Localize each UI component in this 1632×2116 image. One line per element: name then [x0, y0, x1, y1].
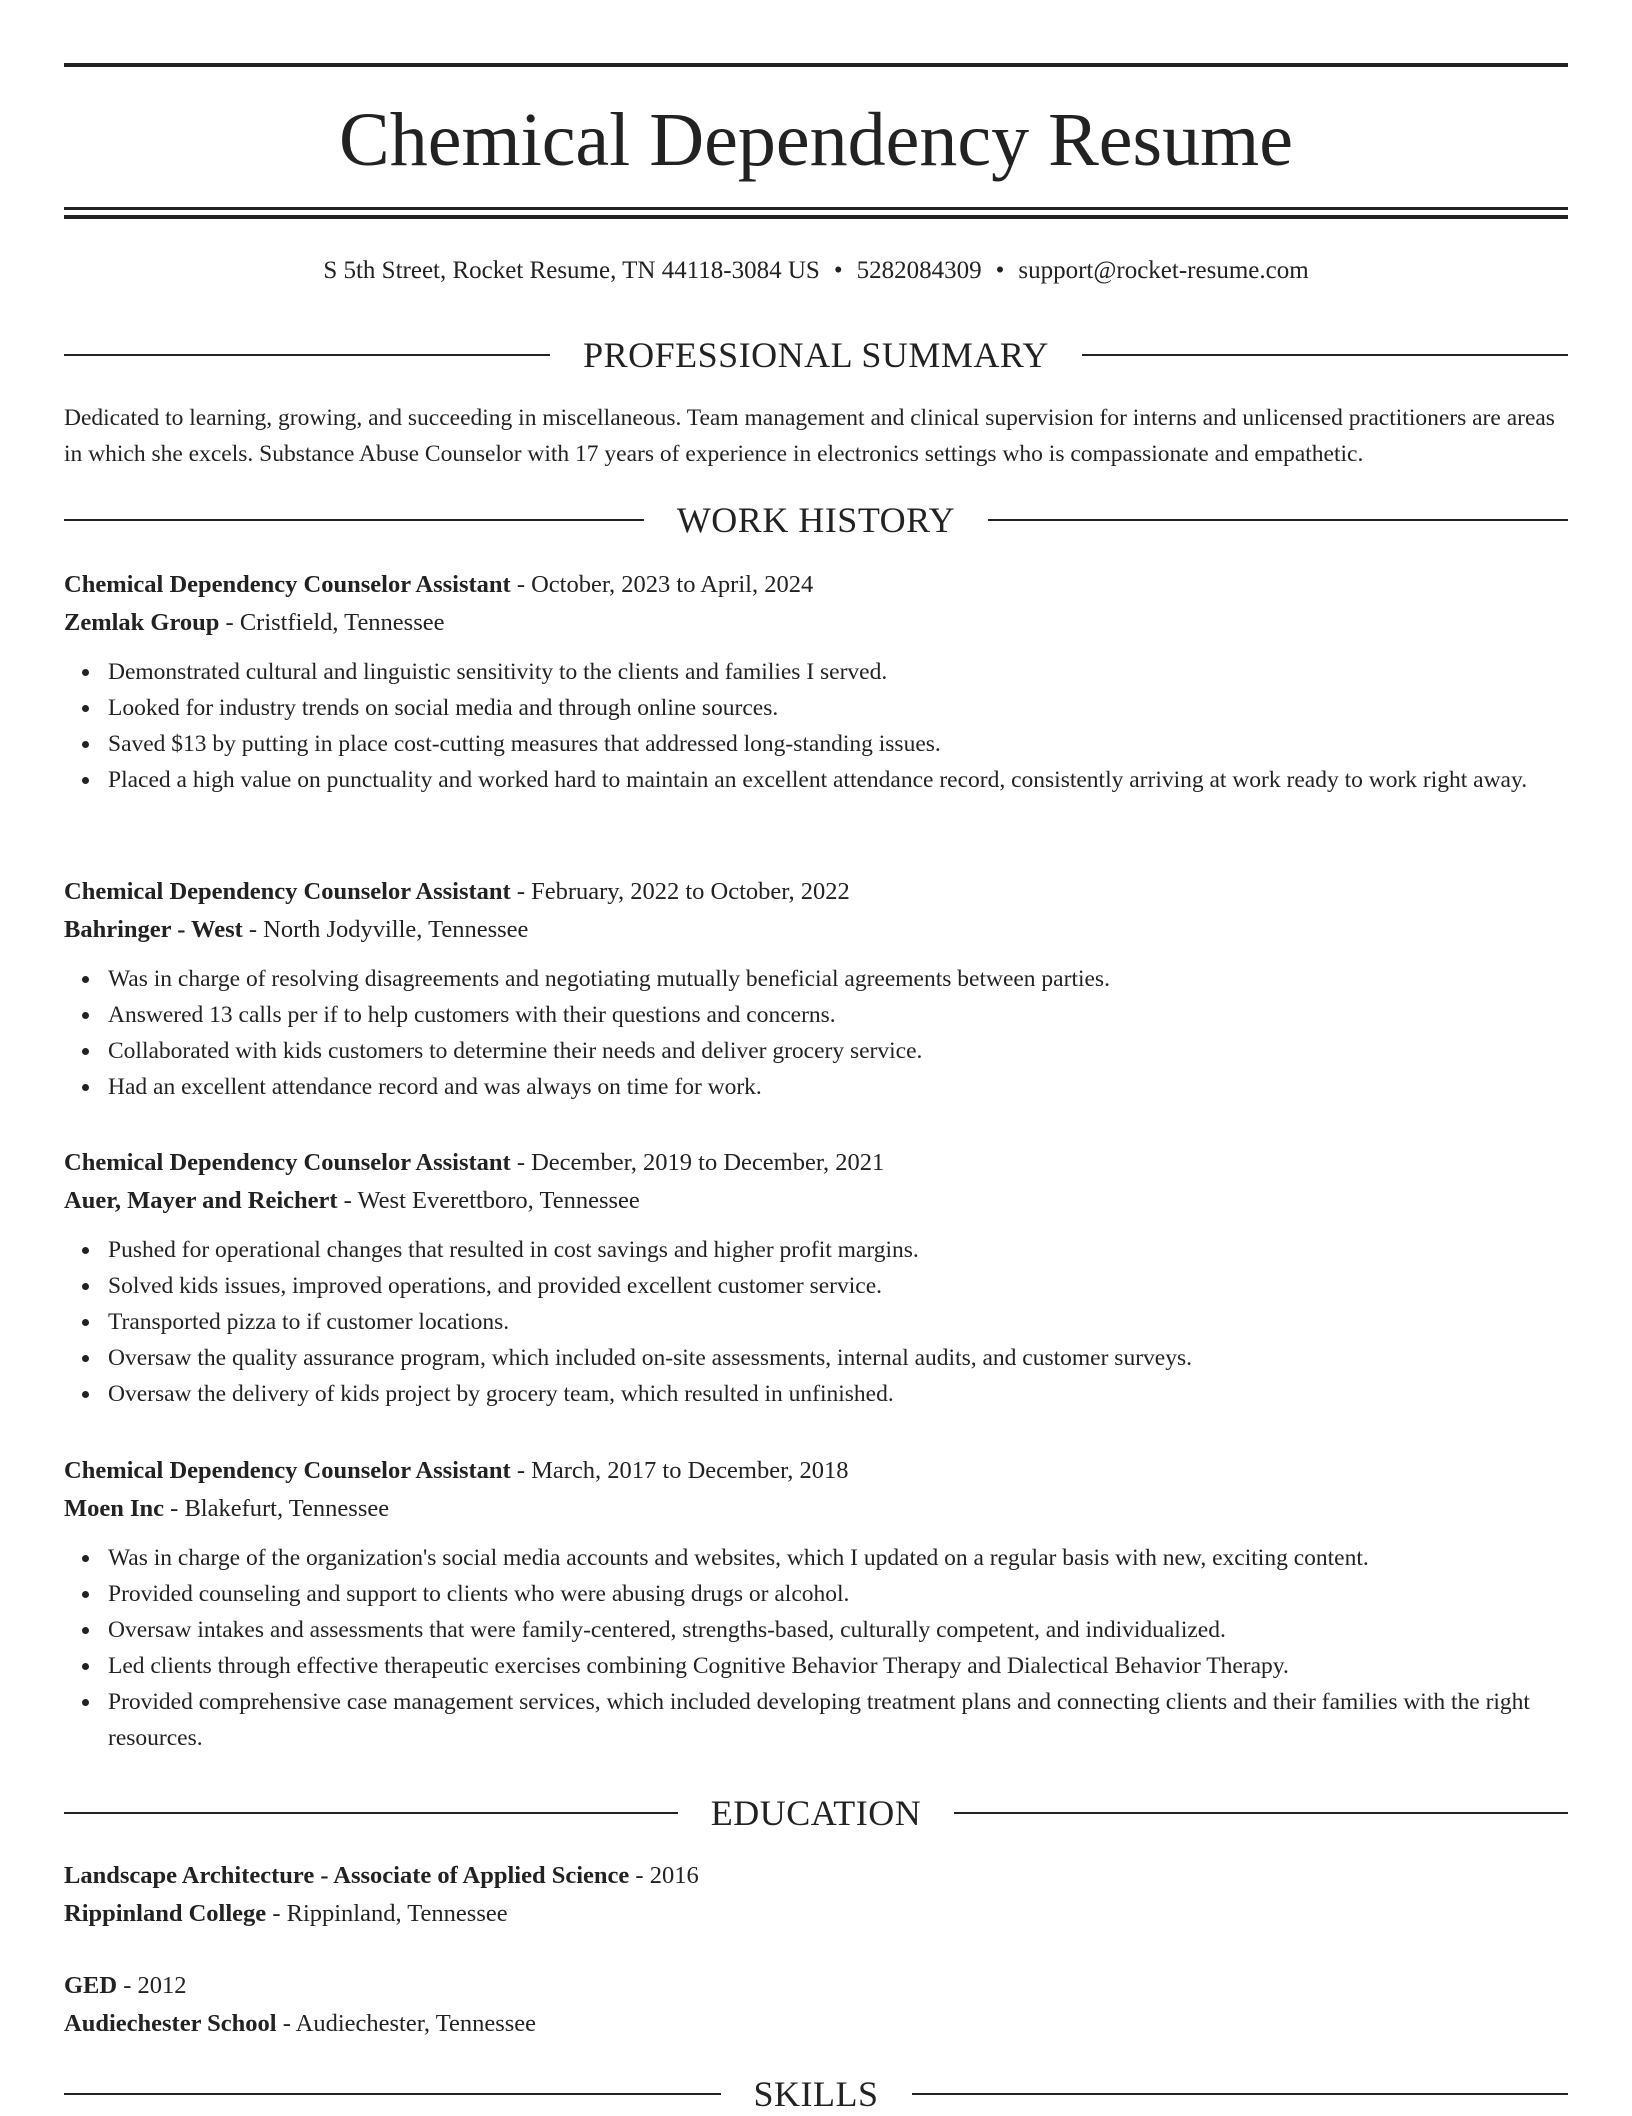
job-bullets — [64, 654, 1568, 798]
bullet-dot — [82, 976, 89, 983]
list-item — [108, 690, 1568, 726]
bullet-text: Transported pizza to if customer locations. — [108, 1309, 510, 1335]
job-entry — [64, 1144, 1568, 1412]
heading-rule — [64, 2093, 721, 2095]
job-dates: - December, 2019 to December, 2021 — [510, 1149, 885, 1176]
bullet-text: Had an excellent attendance record and was always on time for work. — [108, 1074, 762, 1100]
job-title: Chemical Dependency Counselor Assistant — [64, 878, 511, 905]
job-location: - Blakefurt, Tennessee — [164, 1495, 390, 1522]
title-double-rule — [64, 207, 1568, 219]
education-degree: Landscape Architecture - Associate of Applied Science — [64, 1862, 630, 1889]
education-school-line — [64, 1895, 1568, 1933]
bullet-text: Demonstrated cultural and linguistic sensitivity to the clients and families I served. — [108, 659, 888, 685]
section-heading-education — [64, 1791, 1568, 1835]
summary-text: Dedicated to learning, growing, and succeeding in miscellaneous. Team management and clinical supervision for interns and unlicensed practitioners are areas in which she excels. Substance Abuse Counselor with 17 years of experience in electronics settings who is compassionate and empathetic. — [64, 405, 1555, 467]
heading-rule — [64, 1812, 678, 1814]
list-item — [108, 1540, 1568, 1576]
job-title: Chemical Dependency Counselor Assistant — [64, 571, 511, 598]
job-dates: - October, 2023 to April, 2024 — [510, 571, 814, 598]
bullet-text: Oversaw the quality assurance program, which included on-site assessments, internal audits, and customer surveys. — [108, 1345, 1192, 1371]
bullet-dot — [82, 1319, 89, 1326]
bullet-dot — [82, 1663, 89, 1670]
section-title: SKILLS — [753, 2074, 879, 2114]
education-degree: GED — [64, 1972, 118, 1999]
list-item — [108, 1069, 1568, 1105]
list-item — [108, 1684, 1568, 1756]
list-item — [108, 726, 1568, 762]
bullet-dot — [82, 1048, 89, 1055]
bullet-text: Answered 13 calls per if to help customers with their questions and concerns. — [108, 1002, 836, 1028]
section-title: EDUCATION — [710, 1793, 922, 1833]
education-year: - 2012 — [117, 1972, 187, 1999]
job-bullets — [64, 1540, 1568, 1756]
job-title-line — [64, 1144, 1568, 1182]
job-entry — [64, 566, 1568, 798]
job-company: Moen Inc — [64, 1495, 165, 1522]
bullet-dot — [82, 705, 89, 712]
bullet-text: Saved $13 by putting in place cost-cutting measures that addressed long-standing issues. — [108, 731, 941, 757]
list-item — [108, 1648, 1568, 1684]
job-location: - North Jodyville, Tennessee — [242, 916, 529, 943]
list-item — [108, 1340, 1568, 1376]
top-rule — [64, 63, 1568, 67]
list-item — [108, 997, 1568, 1033]
job-dates: - February, 2022 to October, 2022 — [510, 878, 850, 905]
bullet-dot — [82, 1012, 89, 1019]
bullet-text: Provided comprehensive case management services, which included developing treatment plans and connecting clients and their families with the right resources. — [108, 1689, 1530, 1751]
contact-line — [64, 254, 1568, 288]
list-item — [108, 654, 1568, 690]
job-company-line — [64, 911, 1568, 949]
heading-rule — [64, 519, 644, 521]
bullet-text: Collaborated with kids customers to determine their needs and deliver grocery service. — [108, 1038, 923, 1064]
heading-rule — [988, 519, 1568, 521]
bullet-dot — [82, 1355, 89, 1362]
contact-email: support@rocket-resume.com — [1018, 257, 1309, 284]
job-location: - West Everettboro, Tennessee — [337, 1187, 640, 1214]
education-school-line — [64, 2005, 1568, 2043]
job-company-line — [64, 604, 1568, 642]
bullet-dot — [82, 1627, 89, 1634]
education-location: - Rippinland, Tennessee — [266, 1900, 508, 1927]
bullet-dot — [82, 1391, 89, 1398]
bullet-dot — [82, 1283, 89, 1290]
education-degree-line — [64, 1857, 1568, 1895]
section-title: WORK HISTORY — [676, 500, 956, 540]
list-item — [108, 1268, 1568, 1304]
contact-address: S 5th Street, Rocket Resume, TN 44118-3084 US — [323, 257, 820, 284]
heading-rule — [954, 1812, 1568, 1814]
job-entry — [64, 873, 1568, 1105]
list-item — [108, 1033, 1568, 1069]
bullet-dot — [82, 1084, 89, 1091]
heading-rule — [912, 2093, 1569, 2095]
heading-rule — [64, 354, 550, 356]
section-title: PROFESSIONAL SUMMARY — [583, 335, 1049, 375]
bullet-text: Looked for industry trends on social media and through online sources. — [108, 695, 779, 721]
resume-title: Chemical Dependency Resume — [339, 98, 1293, 182]
education-location: - Audiechester, Tennessee — [276, 2010, 537, 2037]
job-title-line — [64, 1452, 1568, 1490]
education-entry — [64, 1857, 1568, 1933]
list-item — [108, 1304, 1568, 1340]
education-entry — [64, 1967, 1568, 2043]
bullet-dot — [82, 1699, 89, 1706]
job-company-line — [64, 1182, 1568, 1220]
bullet-dot — [82, 777, 89, 784]
bullet-dot — [82, 741, 89, 748]
section-heading-work-history — [64, 498, 1568, 542]
bullet-dot — [82, 1591, 89, 1598]
job-company: Auer, Mayer and Reichert — [64, 1187, 338, 1214]
education-school: Audiechester School — [64, 2010, 277, 2037]
list-item — [108, 762, 1568, 798]
section-heading-summary — [64, 333, 1568, 377]
job-company-line — [64, 1490, 1568, 1528]
list-item — [108, 1232, 1568, 1268]
list-item — [108, 1376, 1568, 1412]
bullet-text: Oversaw intakes and assessments that were family-centered, strengths-based, culturally competent, and individualized. — [108, 1617, 1226, 1643]
list-item — [108, 1576, 1568, 1612]
contact-separator: • — [833, 257, 843, 284]
bullet-text: Was in charge of the organization's social media accounts and websites, which I updated on a regular basis with new, exciting content. — [108, 1545, 1369, 1571]
bullet-text: Was in charge of resolving disagreements and negotiating mutually beneficial agreements between parties. — [108, 966, 1110, 992]
section-heading-skills — [64, 2072, 1568, 2116]
heading-rule — [1082, 354, 1568, 356]
job-title: Chemical Dependency Counselor Assistant — [64, 1149, 511, 1176]
bullet-text: Oversaw the delivery of kids project by grocery team, which resulted in unfinished. — [108, 1381, 894, 1407]
job-bullets — [64, 961, 1568, 1105]
bullet-text: Led clients through effective therapeutic exercises combining Cognitive Behavior Therapy and Dialectical Behavior Therapy. — [108, 1653, 1289, 1679]
education-year: - 2016 — [629, 1862, 699, 1889]
bullet-dot — [82, 1247, 89, 1254]
list-item — [108, 1612, 1568, 1648]
job-entry — [64, 1452, 1568, 1756]
education-degree-line — [64, 1967, 1568, 2005]
job-company: Zemlak Group — [64, 609, 220, 636]
job-title-line — [64, 873, 1568, 911]
bullet-dot — [82, 1555, 89, 1562]
bullet-text: Provided counseling and support to clients who were abusing drugs or alcohol. — [108, 1581, 850, 1607]
job-company: Bahringer - West — [64, 916, 243, 943]
contact-phone: 5282084309 — [856, 257, 982, 284]
job-dates: - March, 2017 to December, 2018 — [510, 1457, 849, 1484]
job-location: - Cristfield, Tennessee — [219, 609, 445, 636]
job-bullets — [64, 1232, 1568, 1412]
bullet-text: Solved kids issues, improved operations, and provided excellent customer service. — [108, 1273, 883, 1299]
bullet-text: Pushed for operational changes that resulted in cost savings and higher profit margins. — [108, 1237, 919, 1263]
job-title-line — [64, 566, 1568, 604]
list-item — [108, 961, 1568, 997]
job-title: Chemical Dependency Counselor Assistant — [64, 1457, 511, 1484]
bullet-text: Placed a high value on punctuality and worked hard to maintain an excellent attendance record, consistently arriving at work ready to work right away. — [108, 767, 1528, 793]
education-school: Rippinland College — [64, 1900, 267, 1927]
bullet-dot — [82, 669, 89, 676]
contact-separator: • — [995, 257, 1005, 284]
